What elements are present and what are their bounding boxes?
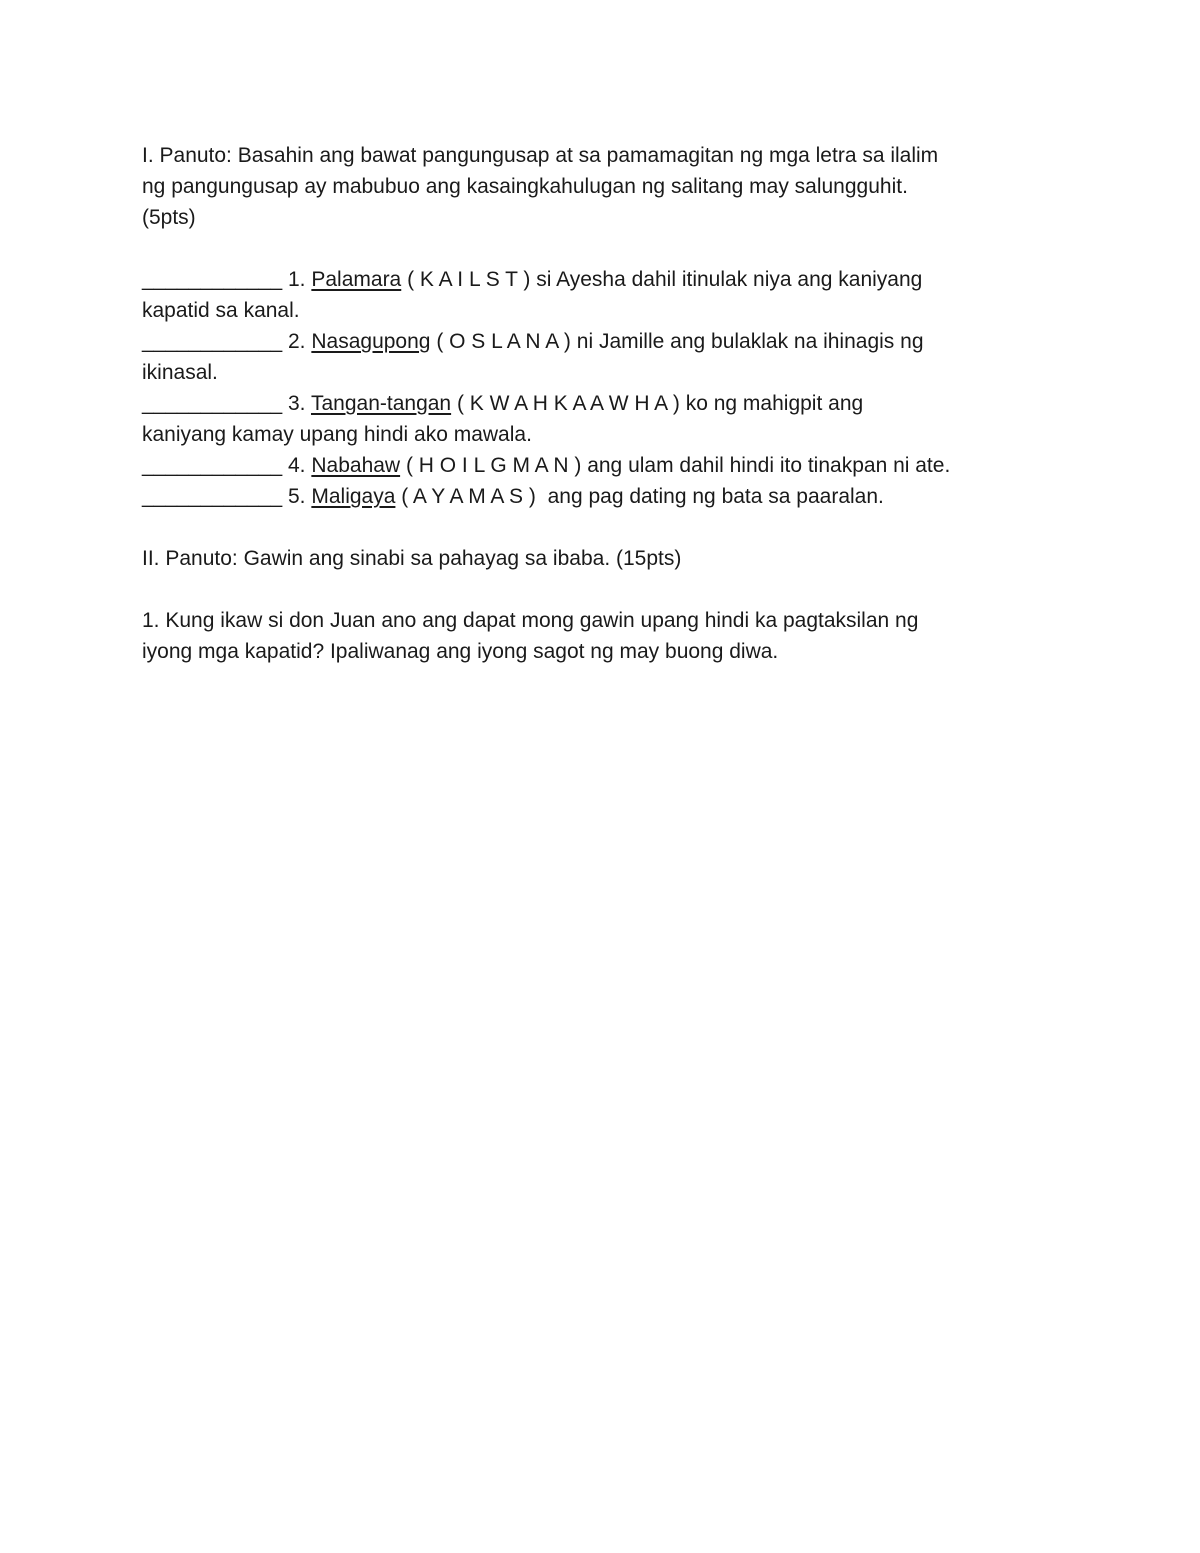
list-item [142,481,1072,512]
spacer [142,233,1072,264]
list-item [142,388,1072,450]
underlined-word: Maligaya [311,485,396,508]
part1-instruction [142,140,1072,233]
sentence-rest: si Ayesha dahil itinulak niya ang kaniyang [536,268,923,291]
answer-blank: ____________ [142,268,283,291]
sentence-rest: ang pag dating ng bata sa paaralan. [541,485,884,508]
instruction-points: (5pts) [142,206,196,229]
list-item [142,450,1072,481]
underlined-word: Nabahaw [311,454,401,477]
sentence-continuation: kaniyang kamay upang hindi ako mawala. [142,423,532,446]
scrambled-letters: ( A Y A M A S ) [401,485,536,508]
sentence-continuation: kapatid sa kanal. [142,299,300,322]
answer-blank: ____________ [142,330,283,353]
scrambled-letters: ( O S L A N A ) [436,330,571,353]
item-list [142,264,1072,512]
question-line: iyong mga kapatid? Ipaliwanag ang iyong sagot ng may buong diwa. [142,640,779,663]
question-line: 1. Kung ikaw si don Juan ano ang dapat mong gawin upang hindi ka pagtaksilan ng [142,609,919,632]
document-page [142,140,1072,667]
underlined-word: Tangan-tangan [310,392,452,415]
answer-blank: ____________ [142,485,283,508]
item-number: 5. [288,485,306,508]
item-number: 1. [288,268,306,291]
scrambled-letters: ( H O I L G M A N ) [405,454,582,477]
part2-question [142,605,1072,667]
sentence-rest: ko ng mahigpit ang [685,392,864,415]
sentence-rest: ang ulam dahil hindi ito tinakpan ni ate. [587,454,951,477]
item-number: 2. [288,330,306,353]
item-number: 3. [288,392,306,415]
instruction-line: ng pangungusap ay mabubuo ang kasaingkahulugan ng salitang may salungguhit. [142,175,908,198]
sentence-continuation: ikinasal. [142,361,218,384]
list-item [142,264,1072,326]
list-item [142,326,1072,388]
answer-blank: ____________ [142,392,283,415]
scrambled-letters: ( K W A H K A A W H A ) [456,392,680,415]
scrambled-letters: ( K A I L S T ) [407,268,531,291]
part2-instruction: II. Panuto: Gawin ang sinabi sa pahayag sa ibaba. (15pts) [142,547,682,570]
spacer [142,512,1072,543]
underlined-word: Nasagupong [311,330,431,353]
sentence-rest: ni Jamille ang bulaklak na ihinagis ng [576,330,924,353]
underlined-word: Palamara [311,268,402,291]
instruction-line: I. Panuto: Basahin ang bawat pangungusap at sa pamamagitan ng mga letra sa ilalim [142,144,939,167]
item-number: 4. [288,454,306,477]
answer-blank: ____________ [142,454,283,477]
spacer [142,574,1072,605]
